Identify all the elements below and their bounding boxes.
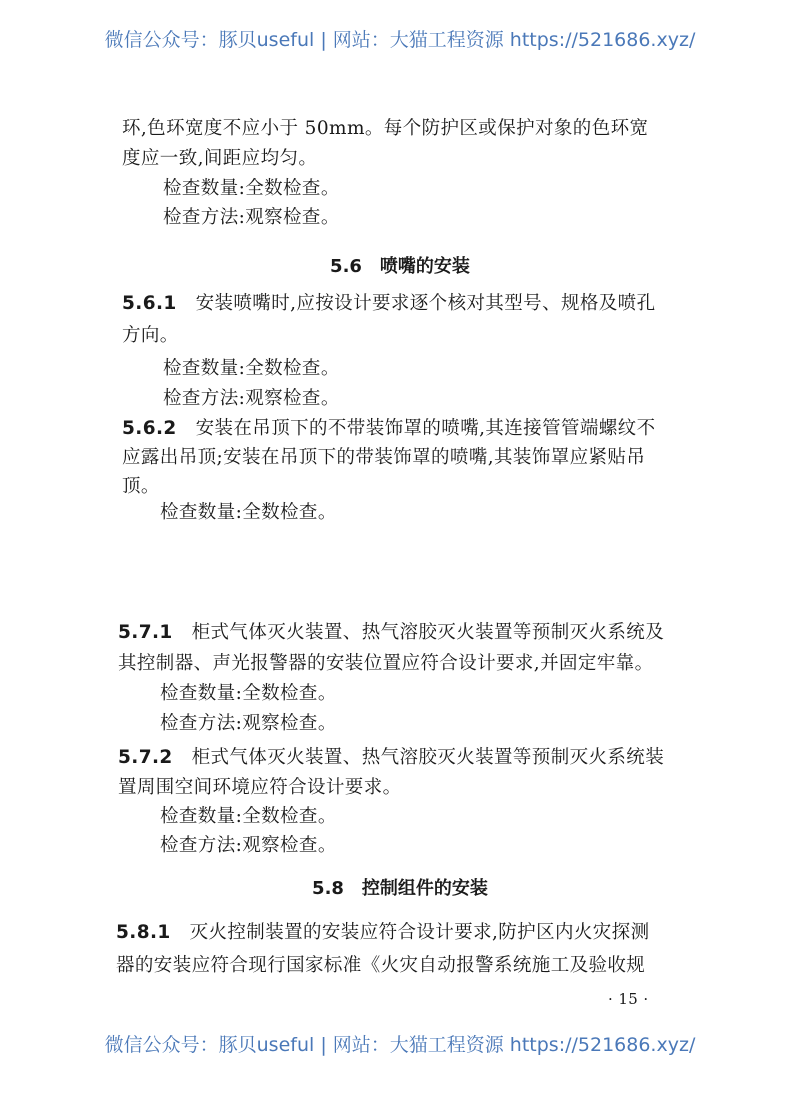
text-line: 度应一致,间距应均匀。 xyxy=(122,148,318,169)
clause-5-6-2 xyxy=(122,418,655,440)
check-method: 检查方法:观察检查。 xyxy=(160,835,337,856)
clause-text: 安装喷嘴时,应按设计要求逐个核对其型号、规格及喷孔 xyxy=(195,293,656,314)
clause-text: 柜式气体灭火装置、热气溶胶灭火装置等预制灭火系统装 xyxy=(191,747,665,768)
clause-number: 5.6.2 xyxy=(122,418,177,439)
clause-5-8-1 xyxy=(116,922,649,944)
check-method: 检查方法:观察检查。 xyxy=(163,207,340,228)
clause-text: 柜式气体灭火装置、热气溶胶灭火装置等预制灭火系统及 xyxy=(191,622,665,643)
text-line: 方向。 xyxy=(122,325,179,346)
page-number: · 15 · xyxy=(608,990,649,1008)
clause-5-7-2 xyxy=(118,747,664,769)
section-heading-5-8: 5.8 控制组件的安装 xyxy=(312,878,488,899)
text-line: 器的安装应符合现行国家标准《火灾自动报警系统施工及验收规 xyxy=(116,955,646,976)
clause-number: 5.8.1 xyxy=(116,922,171,943)
text-line: 环,色环宽度不应小于 50mm。每个防护区或保护对象的色环宽 xyxy=(122,118,649,139)
text-line: 置周围空间环境应符合设计要求。 xyxy=(118,777,402,798)
check-quantity: 检查数量:全数检查。 xyxy=(163,178,340,199)
text-line: 应露出吊顶;安装在吊顶下的带装饰罩的喷嘴,其装饰罩应紧贴吊 xyxy=(122,447,646,468)
check-quantity: 检查数量:全数检查。 xyxy=(160,683,337,704)
clipped-line xyxy=(160,502,337,523)
clause-text: 安装在吊顶下的不带装饰罩的喷嘴,其连接管管端螺纹不 xyxy=(195,418,656,439)
clause-5-6-1 xyxy=(122,293,655,315)
clause-5-7-1 xyxy=(118,622,664,644)
section-heading-5-6: 5.6 喷嘴的安装 xyxy=(330,256,470,277)
text-line: 顶。 xyxy=(122,476,160,497)
check-quantity: 检查数量:全数检查。 xyxy=(163,358,340,379)
clause-text: 灭火控制装置的安装应符合设计要求,防护区内火灾探测 xyxy=(189,922,650,943)
check-quantity: 检查数量:全数检查。 xyxy=(160,806,337,827)
clause-number: 5.6.1 xyxy=(122,293,177,314)
watermark-header: 微信公众号：豚贝useful | 网站：大猫工程资源 https://521686.xyz/ xyxy=(104,29,696,51)
clause-number: 5.7.1 xyxy=(118,622,173,643)
check-method: 检查方法:观察检查。 xyxy=(160,713,337,734)
check-quantity: 检查数量:全数检查。 xyxy=(160,502,337,523)
watermark-footer: 微信公众号：豚贝useful | 网站：大猫工程资源 https://521686.xyz/ xyxy=(104,1034,696,1056)
check-method: 检查方法:观察检查。 xyxy=(163,388,340,409)
text-line: 其控制器、声光报警器的安装位置应符合设计要求,并固定牢靠。 xyxy=(118,653,654,674)
clause-number: 5.7.2 xyxy=(118,747,173,768)
